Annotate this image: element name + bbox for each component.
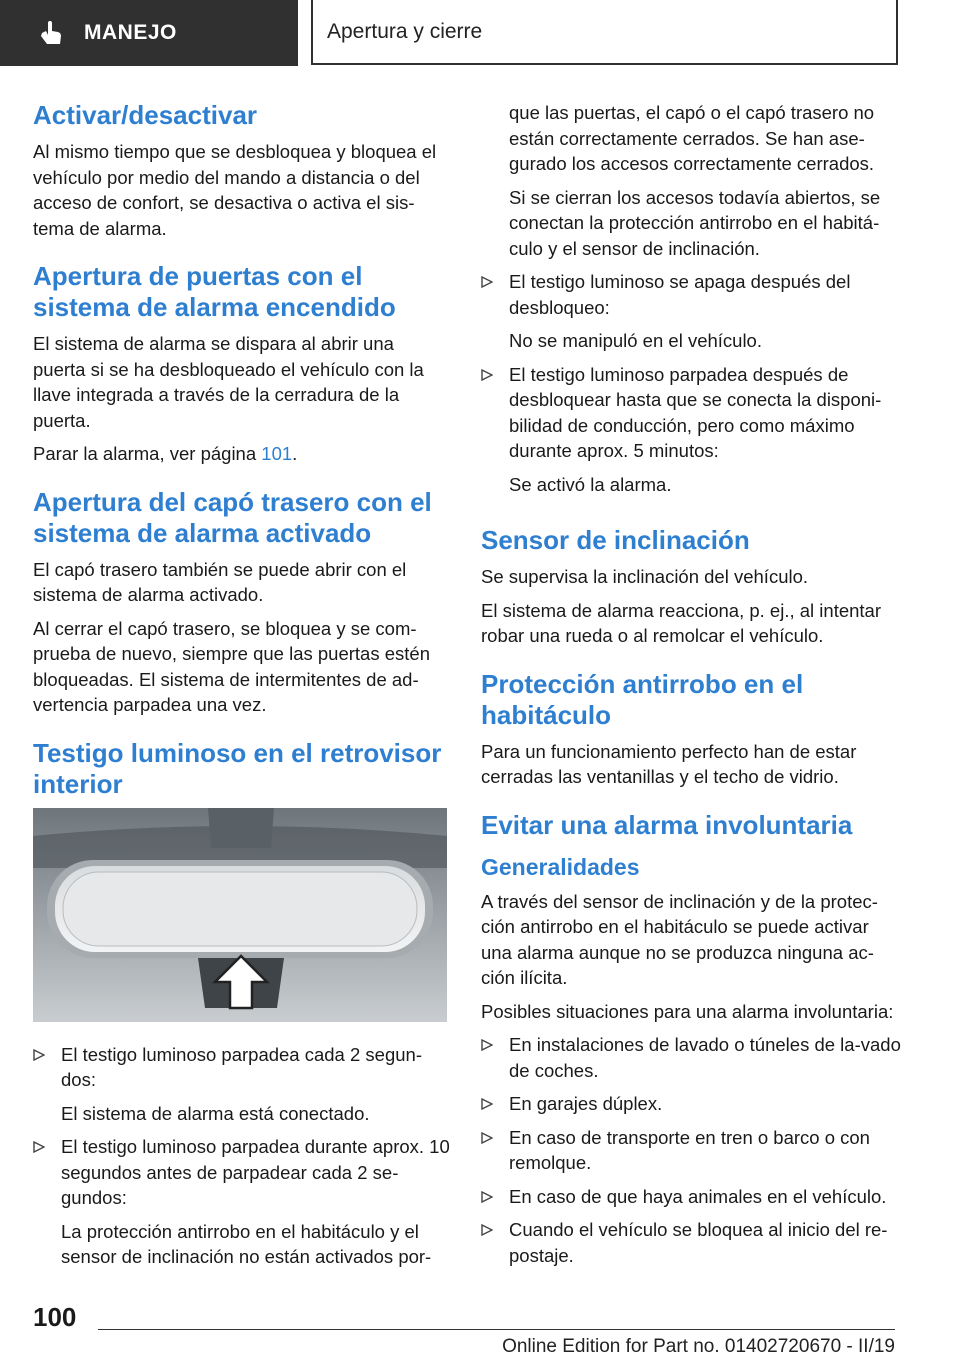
section-header bbox=[311, 0, 898, 65]
heading-testigo: Testigo luminoso en el retrovisor interior bbox=[33, 737, 442, 799]
para-capo-2: Al cerrar el capó trasero, se bloquea y se com-prueba de nuevo, siempre que las puertas estén bloqueadas. El sistema de intermitentes de ad-vertencia parpadea una vez. bbox=[33, 617, 430, 715]
list-item-subtext: La protección antirrobo en el habitáculo y el sensor de inclinación no están activados por- bbox=[61, 1220, 432, 1267]
edition-text: Online Edition for Part no. 01402720670 - II/19 bbox=[502, 1336, 895, 1357]
rearview-mirror-image bbox=[33, 808, 447, 1022]
para-parar bbox=[33, 441, 451, 467]
list-item-text: El testigo luminoso parpadea cada 2 segun-dos: bbox=[61, 1043, 422, 1090]
para-sensor-2: El sistema de alarma reacciona, p. ej., al intentar robar una rueda o al remolcar el vehículo. bbox=[481, 599, 881, 646]
triangle-bullet-icon bbox=[481, 1098, 493, 1110]
hand-icon bbox=[38, 20, 64, 46]
list-item bbox=[481, 1091, 901, 1117]
triangle-bullet-icon bbox=[481, 369, 493, 381]
para-continued-1: que las puertas, el capó o el capó trasero no están correctamente cerrados. Se han ase-gurado los accesos correctamente cerrados. bbox=[509, 102, 875, 174]
list-item bbox=[481, 1184, 901, 1210]
para-parar-end: . bbox=[292, 443, 298, 464]
list-item bbox=[481, 1032, 901, 1083]
page-link[interactable]: 101 bbox=[261, 443, 293, 464]
triangle-bullet-icon bbox=[481, 1224, 493, 1236]
para-puertas: El sistema de alarma se dispara al abrir una puerta si se ha desbloqueado el vehículo con la llave integrada a través de la cerradura de la puerta. bbox=[33, 333, 424, 431]
triangle-bullet-icon bbox=[481, 1132, 493, 1144]
list-item-text: El testigo luminoso parpadea durante aprox. 10 segundos antes de parpadear cada 2 se-gundos: bbox=[61, 1136, 450, 1208]
situations-list bbox=[481, 1032, 901, 1268]
para-proteccion: Para un funcionamiento perfecto han de estar cerradas las ventanillas y el techo de vidrio. bbox=[481, 740, 857, 787]
list-item-text: En caso de que haya animales en el vehículo. bbox=[509, 1185, 887, 1207]
para-parar-text: Parar la alarma, ver página bbox=[33, 443, 262, 464]
left-column bbox=[33, 100, 451, 1278]
list-item-subtext: No se manipuló en el vehículo. bbox=[509, 330, 762, 351]
triangle-bullet-icon bbox=[33, 1141, 45, 1153]
footer-divider bbox=[98, 1329, 895, 1330]
list-item bbox=[481, 269, 901, 354]
heading-puertas: Apertura de puertas con el sistema de alarma encendido bbox=[33, 261, 396, 322]
list-item-subtext: Se activó la alarma. bbox=[509, 473, 672, 495]
list-item bbox=[481, 362, 901, 498]
para-continued-2: Si se cierran los accesos todavía abiertos, se conectan la protección antirrobo en el habitá-culo y el sensor de inclinación. bbox=[509, 186, 881, 259]
indicator-list-right bbox=[481, 269, 901, 497]
heading-generalidades: Generalidades bbox=[481, 853, 640, 880]
heading-activar: Activar/desactivar bbox=[33, 100, 258, 130]
heading-capo: Apertura del capó trasero con el sistema de alarma activado bbox=[33, 486, 432, 548]
page-number: 100 bbox=[33, 1302, 77, 1332]
list-item-text: En instalaciones de lavado o túneles de la-vado de coches. bbox=[509, 1034, 901, 1081]
chapter-label: MANEJO bbox=[84, 21, 177, 44]
para-general-2: Posibles situaciones para una alarma involuntaria: bbox=[481, 1000, 894, 1022]
triangle-bullet-icon bbox=[33, 1049, 45, 1061]
heading-sensor: Sensor de inclinación bbox=[481, 525, 750, 555]
heading-proteccion: Protección antirrobo en el habitáculo bbox=[481, 668, 804, 730]
list-item-text: Cuando el vehículo se bloquea al inicio del re-postaje. bbox=[509, 1219, 888, 1266]
list-item-text: En garajes dúplex. bbox=[509, 1093, 663, 1114]
list-item-text: En caso de transporte en tren o barco o con remolque. bbox=[509, 1126, 870, 1173]
para-sensor-1: Se supervisa la inclinación del vehículo. bbox=[481, 566, 809, 587]
list-item-text: El testigo luminoso parpadea después de desbloquear hasta que se conecta la disponi-bilidad de conducción, pero como máximo durante aprox. 5 minutos: bbox=[509, 363, 882, 461]
para-general-1: A través del sensor de inclinación y de la protec-ción antirrobo en el habitáculo se puede activar una alarma aunque no se produzca ninguna ac-ción ilícita. bbox=[481, 890, 878, 988]
para-activar: Al mismo tiempo que se desbloquea y bloquea el vehículo por medio del mando a distancia o del acceso de confort, se desactiva o activa el sis-tema de alarma. bbox=[33, 141, 437, 239]
list-item-subtext: El sistema de alarma está conectado. bbox=[61, 1102, 370, 1124]
triangle-bullet-icon bbox=[481, 276, 493, 288]
section-title: Apertura y cierre bbox=[327, 19, 483, 43]
list-item bbox=[481, 1217, 901, 1268]
right-column bbox=[481, 100, 901, 1276]
chapter-tab[interactable] bbox=[0, 0, 298, 66]
list-item bbox=[33, 1134, 451, 1270]
heading-evitar: Evitar una alarma involuntaria bbox=[481, 809, 853, 840]
list-item bbox=[33, 1042, 451, 1127]
triangle-bullet-icon bbox=[481, 1191, 493, 1203]
para-capo-1: El capó trasero también se puede abrir con el sistema de alarma activado. bbox=[33, 558, 407, 605]
triangle-bullet-icon bbox=[481, 1039, 493, 1051]
list-item bbox=[481, 1125, 901, 1176]
list-item-text: El testigo luminoso se apaga después del desbloqueo: bbox=[509, 271, 851, 318]
indicator-list-left bbox=[33, 1042, 451, 1270]
